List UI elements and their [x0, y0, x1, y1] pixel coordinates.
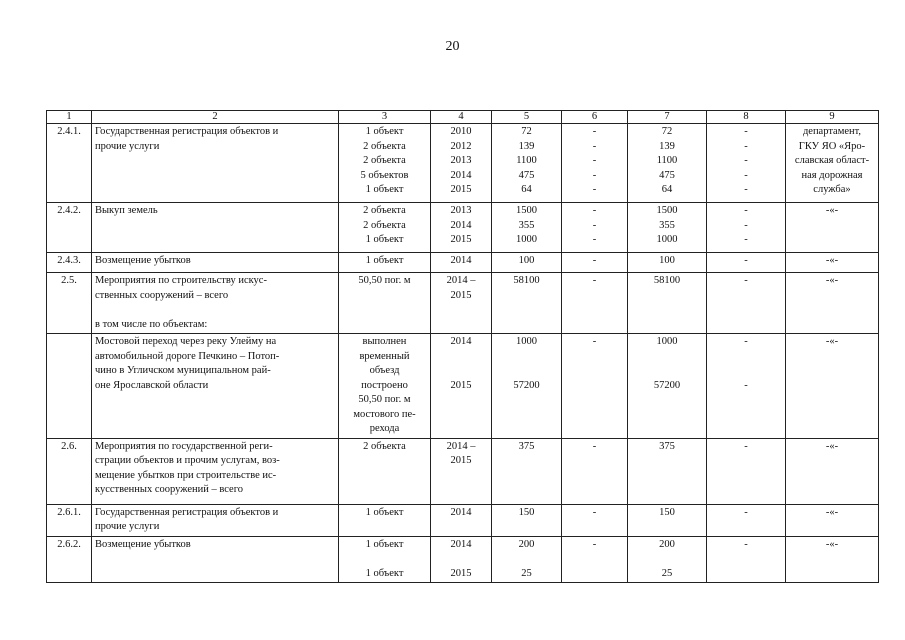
row-col5: [492, 438, 562, 504]
cell-line: -: [744, 255, 748, 266]
row-col5: [492, 273, 562, 334]
cell-line: -: [744, 234, 748, 245]
row-number: 2.6.: [47, 438, 92, 504]
row-year: [431, 536, 492, 583]
row-col9: [786, 536, 879, 583]
row-col5: [492, 334, 562, 439]
row-quantity: [339, 536, 431, 583]
cell-line: [434, 364, 488, 379]
cell-line: [495, 350, 558, 365]
cell-line: 2 объекта: [363, 219, 406, 231]
cell-line: 150: [518, 506, 535, 518]
cell-line: автомобильной дороге Печкино – Потоп-: [95, 350, 280, 362]
cell-line: -: [744, 140, 748, 152]
cell-line: [710, 364, 782, 379]
row-col9: [786, 334, 879, 439]
row-name: [92, 253, 339, 273]
cell-line: [631, 350, 703, 365]
row-number: [47, 334, 92, 439]
cell-line: -: [592, 255, 597, 266]
row-year: [431, 334, 492, 439]
cell-line: 2 объекта: [363, 205, 406, 216]
cell-line: 355: [659, 219, 675, 231]
cell-line: 1 объект: [365, 184, 404, 195]
cell-line: -: [744, 379, 748, 391]
cell-line: выполнен: [362, 336, 407, 347]
cell-line: 2014: [450, 538, 472, 550]
cell-line: 58100: [513, 275, 540, 286]
row-col7: [628, 438, 707, 504]
row-col8: [707, 124, 786, 203]
cell-line: 475: [518, 169, 535, 181]
cell-line: 2014: [450, 506, 472, 518]
cell-line: -: [592, 275, 597, 286]
cell-line: -: [592, 155, 597, 166]
cell-line: 2 объекта: [363, 155, 406, 166]
row-number: 2.6.2.: [47, 536, 92, 583]
cell-line: -«-: [825, 336, 839, 347]
row-col6: [562, 124, 628, 203]
cell-line: 375: [659, 440, 675, 452]
cell-line: 2015: [450, 234, 472, 245]
row-name: [92, 504, 339, 536]
cell-line: 72: [661, 126, 673, 137]
row-col8: [707, 273, 786, 334]
cell-line: -: [592, 219, 597, 231]
cell-line: временный: [359, 350, 410, 362]
column-header: 1: [47, 111, 92, 124]
table-row: [47, 273, 879, 334]
cell-line: 25: [521, 567, 532, 579]
table-row: [47, 536, 879, 583]
cell-line: -: [744, 155, 748, 166]
cell-line: 1100: [516, 155, 537, 166]
header-row: [47, 111, 879, 124]
cell-line: -«-: [825, 205, 839, 216]
cell-line: -«-: [825, 255, 839, 266]
cell-line: 2010: [450, 126, 472, 137]
row-year: [431, 253, 492, 273]
cell-line: -: [744, 219, 748, 231]
cell-line: [631, 552, 703, 567]
cell-line: -«-: [825, 440, 839, 452]
row-name: [92, 438, 339, 504]
row-col5: [492, 536, 562, 583]
cell-line: чино в Угличском муниципальном рай-: [95, 365, 271, 376]
table-row: [47, 438, 879, 504]
row-name: [92, 536, 339, 583]
cell-line: 50,50 пог. м: [358, 394, 411, 405]
cell-line: прочие услуги: [95, 140, 160, 152]
cell-line: 2014: [450, 169, 472, 181]
row-year: [431, 438, 492, 504]
cell-line: 2014: [450, 219, 472, 231]
cell-line: 2 объекта: [363, 140, 406, 152]
table-row: [47, 253, 879, 273]
cell-line: Государственная регистрация объектов и: [95, 506, 279, 518]
cell-line: мостового пе-: [353, 408, 416, 420]
cell-line: 1500: [516, 205, 537, 216]
column-header: 6: [562, 111, 628, 124]
row-col5: [492, 203, 562, 253]
cell-line: -: [744, 169, 748, 181]
row-quantity: [339, 253, 431, 273]
row-number: 2.4.1.: [47, 124, 92, 203]
row-col8: [707, 438, 786, 504]
cell-line: ственных сооружений – всего: [95, 289, 229, 301]
cell-line: прочие услуги: [95, 521, 160, 532]
row-year: [431, 273, 492, 334]
cell-line: -: [744, 538, 748, 550]
cell-line: 1 объект: [365, 234, 404, 245]
row-col6: [562, 273, 628, 334]
row-quantity: [339, 124, 431, 203]
cell-line: 50,50 пог. м: [358, 275, 411, 286]
cell-line: страции объектов и прочим услугам, воз-: [95, 455, 280, 466]
cell-line: 2014 –: [446, 275, 476, 286]
cell-line: -: [592, 126, 597, 137]
row-name: [92, 273, 339, 334]
cell-line: 57200: [653, 379, 681, 391]
cell-line: оне Ярославской области: [95, 379, 209, 391]
cell-line: 475: [659, 169, 675, 181]
row-col5: [492, 504, 562, 536]
row-col8: [707, 334, 786, 439]
cell-line: славская област-: [794, 155, 870, 166]
cell-line: служба»: [813, 184, 851, 195]
cell-line: 1000: [516, 234, 537, 245]
table-row: [47, 124, 879, 203]
row-col5: [492, 124, 562, 203]
cell-line: 100: [518, 255, 535, 266]
cell-line: -: [744, 205, 748, 216]
cell-line: 25: [661, 567, 673, 579]
cell-line: 1000: [656, 336, 678, 347]
row-quantity: [339, 438, 431, 504]
cell-line: 2015: [450, 184, 472, 195]
cell-line: [631, 364, 703, 379]
cell-line: -: [592, 140, 597, 152]
row-col8: [707, 203, 786, 253]
cell-line: ГКУ ЯО «Яро-: [798, 140, 866, 152]
cell-line: 72: [521, 126, 532, 137]
cell-line: 375: [518, 440, 535, 452]
row-number: 2.5.: [47, 273, 92, 334]
row-col9: [786, 273, 879, 334]
cell-line: в том числе по объектам:: [95, 318, 208, 330]
cell-line: 2013: [450, 155, 472, 166]
cell-line: [495, 364, 558, 379]
column-header: 8: [707, 111, 786, 124]
cell-line: 2013: [450, 205, 472, 216]
row-quantity: [339, 334, 431, 439]
cell-line: 1 объект: [365, 126, 404, 137]
cell-line: [342, 552, 427, 567]
row-col7: [628, 536, 707, 583]
row-col9: [786, 253, 879, 273]
cell-line: Мостовой переход через реку Улейму на: [95, 336, 277, 347]
row-col7: [628, 203, 707, 253]
cell-line: 139: [518, 140, 535, 152]
data-table: [46, 110, 879, 583]
cell-line: 1 объект: [365, 567, 404, 579]
cell-line: 1100: [656, 155, 678, 166]
cell-line: 1 объект: [365, 538, 404, 550]
row-col6: [562, 438, 628, 504]
table-row: [47, 334, 879, 439]
cell-line: [95, 303, 335, 318]
cell-line: 1 объект: [365, 506, 404, 518]
cell-line: -: [744, 336, 748, 347]
row-year: [431, 203, 492, 253]
row-number: 2.4.3.: [47, 253, 92, 273]
row-quantity: [339, 273, 431, 334]
row-col6: [562, 253, 628, 273]
column-header: 5: [492, 111, 562, 124]
row-col6: [562, 504, 628, 536]
cell-line: департамент,: [802, 126, 862, 137]
cell-line: -: [744, 126, 748, 137]
row-col8: [707, 253, 786, 273]
cell-line: 100: [659, 255, 675, 266]
column-header: 3: [339, 111, 431, 124]
cell-line: 2015: [450, 379, 472, 391]
cell-line: 5 объектов: [360, 169, 409, 181]
row-number: 2.4.2.: [47, 203, 92, 253]
cell-line: 1500: [656, 205, 678, 216]
cell-line: -: [592, 506, 597, 518]
cell-line: 2015: [450, 567, 472, 579]
column-header: 4: [431, 111, 492, 124]
row-name: [92, 334, 339, 439]
cell-line: Возмещение убытков: [95, 255, 191, 266]
cell-line: кусственных сооружений – всего: [95, 484, 243, 495]
row-col7: [628, 334, 707, 439]
cell-line: 2 объекта: [363, 440, 406, 452]
cell-line: 139: [659, 140, 675, 152]
row-col9: [786, 203, 879, 253]
row-col6: [562, 334, 628, 439]
row-col7: [628, 504, 707, 536]
cell-line: Возмещение убытков: [95, 538, 191, 550]
cell-line: -: [592, 169, 597, 181]
row-col8: [707, 504, 786, 536]
row-number: 2.6.1.: [47, 504, 92, 536]
row-col9: [786, 504, 879, 536]
cell-line: -: [592, 184, 597, 195]
cell-line: -«-: [825, 538, 839, 550]
cell-line: 2014 –: [446, 440, 476, 452]
cell-line: -: [592, 336, 597, 347]
column-header: 2: [92, 111, 339, 124]
cell-line: -: [744, 506, 748, 518]
cell-line: 355: [518, 219, 535, 231]
cell-line: -: [592, 538, 597, 550]
cell-line: -: [592, 234, 597, 245]
cell-line: объезд: [369, 365, 400, 376]
row-col6: [562, 536, 628, 583]
row-name: [92, 203, 339, 253]
page-number: 20: [445, 39, 460, 54]
cell-line: Государственная регистрация объектов и: [95, 126, 279, 137]
row-col7: [628, 124, 707, 203]
cell-line: 2014: [450, 336, 472, 347]
row-col8: [707, 536, 786, 583]
cell-line: -: [592, 205, 597, 216]
cell-line: 1 объект: [365, 255, 404, 266]
row-col7: [628, 273, 707, 334]
cell-line: [495, 552, 558, 567]
cell-line: рехода: [369, 423, 400, 434]
cell-line: [434, 350, 488, 365]
cell-line: [434, 552, 488, 567]
row-quantity: [339, 203, 431, 253]
cell-line: Мероприятия по государственной реги-: [95, 440, 273, 452]
cell-line: мещение убытков при строительстве ис-: [95, 469, 277, 481]
cell-line: 200: [659, 538, 675, 550]
cell-line: Выкуп земель: [95, 205, 158, 216]
row-col7: [628, 253, 707, 273]
row-col9: [786, 124, 879, 203]
row-col5: [492, 253, 562, 273]
row-year: [431, 504, 492, 536]
row-col9: [786, 438, 879, 504]
cell-line: 2015: [450, 289, 472, 301]
cell-line: построено: [361, 379, 408, 391]
cell-line: 200: [518, 538, 535, 550]
table-row: [47, 504, 879, 536]
cell-line: 1000: [516, 336, 537, 347]
cell-line: -: [744, 184, 748, 195]
column-header: 7: [628, 111, 707, 124]
cell-line: -: [744, 275, 748, 286]
cell-line: 2014: [450, 255, 472, 266]
table-row: [47, 203, 879, 253]
cell-line: ная дорожная: [801, 169, 863, 181]
row-year: [431, 124, 492, 203]
row-col6: [562, 203, 628, 253]
cell-line: -: [592, 440, 597, 452]
cell-line: 1000: [656, 234, 678, 245]
cell-line: 57200: [513, 379, 540, 391]
cell-line: 2012: [450, 140, 472, 152]
cell-line: 58100: [653, 275, 681, 286]
cell-line: -«-: [825, 506, 839, 518]
row-name: [92, 124, 339, 203]
cell-line: [710, 350, 782, 365]
column-header: 9: [786, 111, 879, 124]
cell-line: 2015: [450, 455, 472, 466]
row-quantity: [339, 504, 431, 536]
cell-line: -«-: [825, 275, 839, 286]
cell-line: -: [744, 440, 748, 452]
cell-line: 64: [661, 184, 673, 195]
cell-line: 64: [521, 184, 532, 195]
cell-line: 150: [659, 506, 675, 518]
cell-line: Мероприятия по строительству искус-: [95, 275, 267, 286]
